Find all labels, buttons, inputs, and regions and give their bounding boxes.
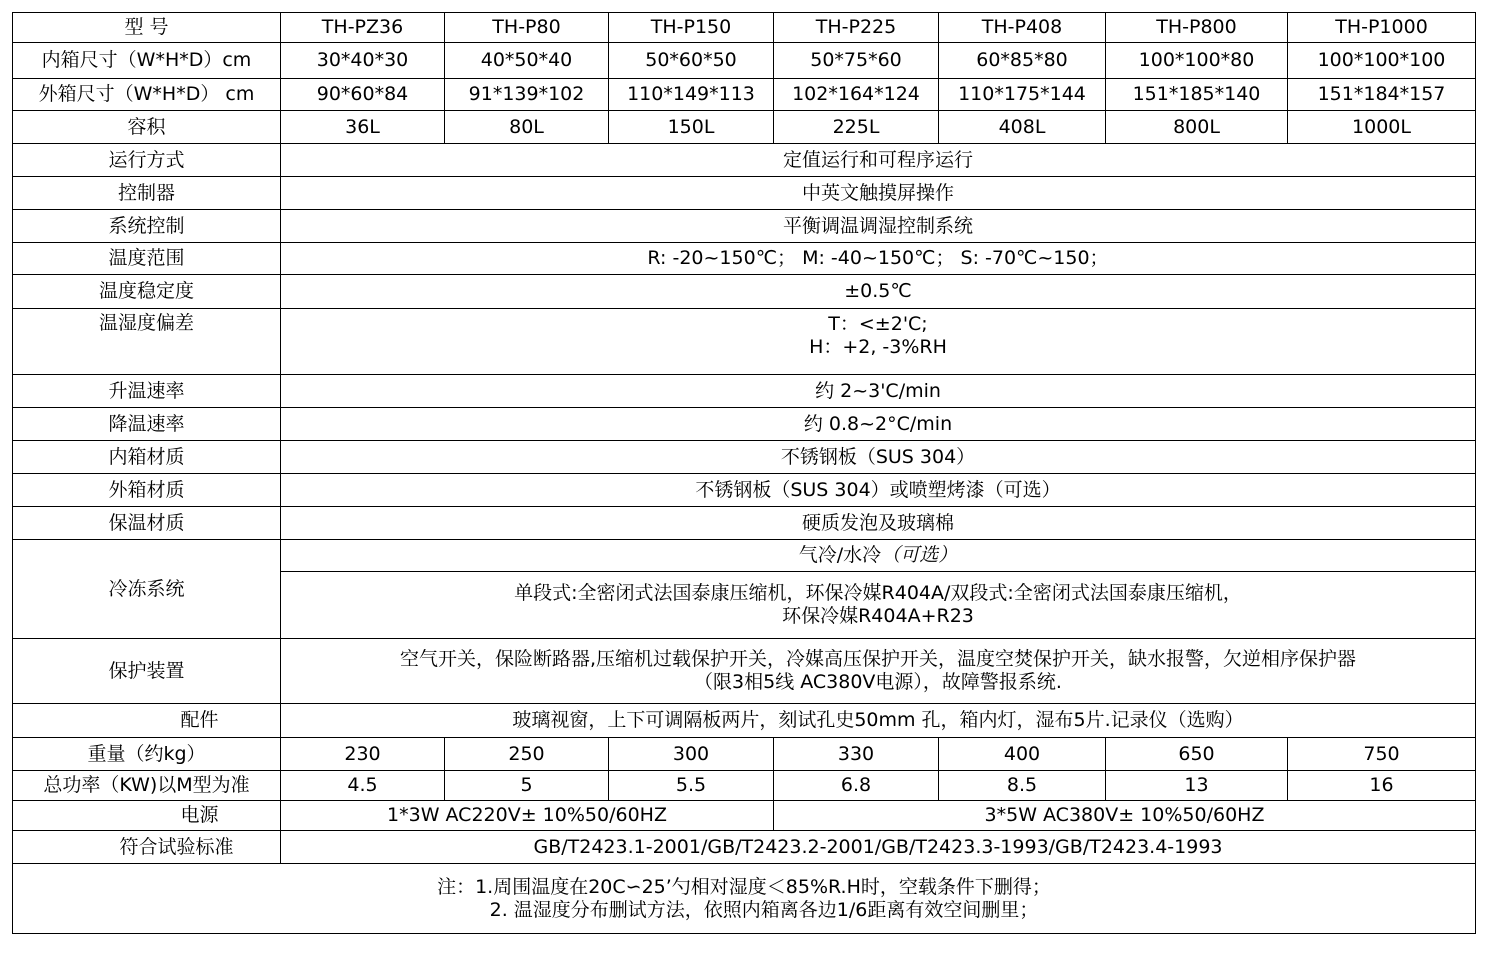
standard-value: GB/T2423.1-2001/GB/T2423.2-2001/GB/T2423.3-1993/GB/T2423.4-1993: [281, 831, 1476, 864]
accessories-row: [13, 704, 1476, 738]
outer-size-label: 外箱尺寸（W*H*D） cm: [13, 79, 281, 111]
controller-label: 控制器: [13, 177, 281, 210]
model-cell: TH-P225: [774, 13, 939, 43]
insulation-value: 硬质发泡及玻璃棉: [281, 507, 1476, 540]
power-cell: 5.5: [609, 771, 774, 801]
model-cell: TH-P1000: [1288, 13, 1476, 43]
refrigeration-cooling-type: [281, 540, 1476, 572]
weight-cell: 650: [1106, 738, 1288, 771]
notes: [13, 864, 1476, 934]
outer-size-cell: 102*164*124: [774, 79, 939, 111]
cool-rate-row: [13, 408, 1476, 441]
weight-row: [13, 738, 1476, 771]
outer-size-cell: 151*184*157: [1288, 79, 1476, 111]
temp-range-label: 温度范围: [13, 243, 281, 275]
outer-size-cell: 110*175*144: [939, 79, 1106, 111]
protection-row: [13, 639, 1476, 704]
refrigeration-row-1: [13, 540, 1476, 572]
power-cell: 16: [1288, 771, 1476, 801]
deviation-value: [281, 309, 1476, 375]
outer-size-row: [13, 79, 1476, 111]
power-cell: 13: [1106, 771, 1288, 801]
volume-label: 容积: [13, 111, 281, 144]
inner-size-cell: 100*100*100: [1288, 43, 1476, 79]
system-control-row: [13, 210, 1476, 243]
inner-size-cell: 60*85*80: [939, 43, 1106, 79]
protection-line2: （限3相5线 AC380V电源），故障警报系统.: [694, 671, 1062, 693]
system-control-label: 系统控制: [13, 210, 281, 243]
outer-size-cell: 91*139*102: [445, 79, 609, 111]
temp-range-value: R: -20~150℃； M: -40~150℃； S: -70℃~150；: [281, 243, 1476, 275]
volume-cell: 408L: [939, 111, 1106, 144]
accessories-value: 玻璃视窗，上下可调隔板两片，刻试孔史50mm 孔，箱内灯，湿布5片.记录仪（选购）: [281, 704, 1476, 738]
model-label: 型 号: [13, 13, 281, 43]
power-cell: 4.5: [281, 771, 445, 801]
supply-row: [13, 801, 1476, 831]
insulation-row: [13, 507, 1476, 540]
accessories-label: 配件: [13, 704, 281, 738]
volume-row: [13, 111, 1476, 144]
weight-cell: 750: [1288, 738, 1476, 771]
protection-value: [281, 639, 1476, 704]
volume-cell: 80L: [445, 111, 609, 144]
supply-single-phase: 1*3W AC220V± 10%50/60HZ: [281, 801, 774, 831]
model-cell: TH-P150: [609, 13, 774, 43]
volume-cell: 150L: [609, 111, 774, 144]
insulation-label: 保温材质: [13, 507, 281, 540]
heat-rate-row: [13, 375, 1476, 408]
heat-rate-label: 升温速率: [13, 375, 281, 408]
cool-rate-label: 降温速率: [13, 408, 281, 441]
deviation-humidity: H：+2, -3%RH: [809, 336, 947, 358]
power-row: [13, 771, 1476, 801]
protection-line1: 空气开关，保险断路器,压缩机过载保护开关，冷媒高压保护开关，温度空焚保护开关，缺水报警，欠逆相序保护器: [399, 648, 1357, 670]
weight-label: 重量（约kg）: [13, 738, 281, 771]
power-label: 总功率（KW)以M型为准: [13, 771, 281, 801]
operation-value: 定值运行和可程序运行: [281, 144, 1476, 177]
weight-cell: 400: [939, 738, 1106, 771]
outer-material-label: 外箱材质: [13, 474, 281, 507]
weight-cell: 330: [774, 738, 939, 771]
volume-cell: 1000L: [1288, 111, 1476, 144]
refrigeration-compressor: [281, 572, 1476, 639]
cool-rate-value: 约 0.8~2°C/min: [281, 408, 1476, 441]
refrigeration-cooling-main: 气冷/水冷: [798, 544, 882, 566]
temp-stability-label: 温度稳定度: [13, 275, 281, 309]
volume-cell: 225L: [774, 111, 939, 144]
power-cell: 8.5: [939, 771, 1106, 801]
model-cell: TH-P408: [939, 13, 1106, 43]
model-cell: TH-PZ36: [281, 13, 445, 43]
refrigeration-label: 冷冻系统: [13, 540, 281, 639]
temp-stability-value: ±0.5℃: [281, 275, 1476, 309]
refrigeration-compressor-line2: 环保冷媒R404A+R23: [782, 605, 974, 627]
outer-size-cell: 151*185*140: [1106, 79, 1288, 111]
outer-size-cell: 110*149*113: [609, 79, 774, 111]
system-control-value: 平衡调温调湿控制系统: [281, 210, 1476, 243]
refrigeration-optional-note: （可选）: [881, 544, 958, 566]
inner-size-row: [13, 43, 1476, 79]
outer-size-cell: 90*60*84: [281, 79, 445, 111]
refrigeration-compressor-line1: 单段式:全密闭式法国泰康压缩机，环保冷媒R404A/双段式:全密闭式法国泰康压缩机，: [514, 582, 1242, 604]
temp-range-row: [13, 243, 1476, 275]
operation-row: [13, 144, 1476, 177]
standard-row: [13, 831, 1476, 864]
standard-label: 符合试验标准: [13, 831, 281, 864]
model-row: [13, 13, 1476, 43]
inner-material-label: 内箱材质: [13, 441, 281, 474]
outer-material-value: 不锈钢板（SUS 304）或喷塑烤漆（可选）: [281, 474, 1476, 507]
deviation-temp: T：<±2'C;: [828, 313, 928, 335]
protection-label: 保护装置: [13, 639, 281, 704]
operation-label: 运行方式: [13, 144, 281, 177]
temp-stability-row: [13, 275, 1476, 309]
inner-size-cell: 50*75*60: [774, 43, 939, 79]
inner-material-row: [13, 441, 1476, 474]
inner-material-value: 不锈钢板（SUS 304）: [281, 441, 1476, 474]
heat-rate-value: 约 2~3'C/min: [281, 375, 1476, 408]
power-cell: 6.8: [774, 771, 939, 801]
model-cell: TH-P80: [445, 13, 609, 43]
model-cell: TH-P800: [1106, 13, 1288, 43]
deviation-row: [13, 309, 1476, 375]
weight-cell: 300: [609, 738, 774, 771]
weight-cell: 250: [445, 738, 609, 771]
note-line-1: 注：1.周围温度在20C∽25’勺相对湿度＜85%R.H时，空载条件下删得；: [437, 875, 1051, 898]
volume-cell: 800L: [1106, 111, 1288, 144]
note-line-2: 2. 温湿度分布删试方法，依照内箱离各边1/6距离有效空间删里；: [489, 898, 1039, 921]
inner-size-cell: 30*40*30: [281, 43, 445, 79]
supply-label: 电源: [13, 801, 281, 831]
notes-row: [13, 864, 1476, 934]
volume-cell: 36L: [281, 111, 445, 144]
inner-size-cell: 50*60*50: [609, 43, 774, 79]
controller-value: 中英文触摸屏操作: [281, 177, 1476, 210]
inner-size-cell: 40*50*40: [445, 43, 609, 79]
outer-material-row: [13, 474, 1476, 507]
inner-size-label: 内箱尺寸（W*H*D）cm: [13, 43, 281, 79]
power-cell: 5: [445, 771, 609, 801]
controller-row: [13, 177, 1476, 210]
spec-table: [12, 12, 1476, 934]
weight-cell: 230: [281, 738, 445, 771]
deviation-label: 温湿度偏差: [13, 309, 281, 375]
supply-three-phase: 3*5W AC380V± 10%50/60HZ: [774, 801, 1476, 831]
inner-size-cell: 100*100*80: [1106, 43, 1288, 79]
